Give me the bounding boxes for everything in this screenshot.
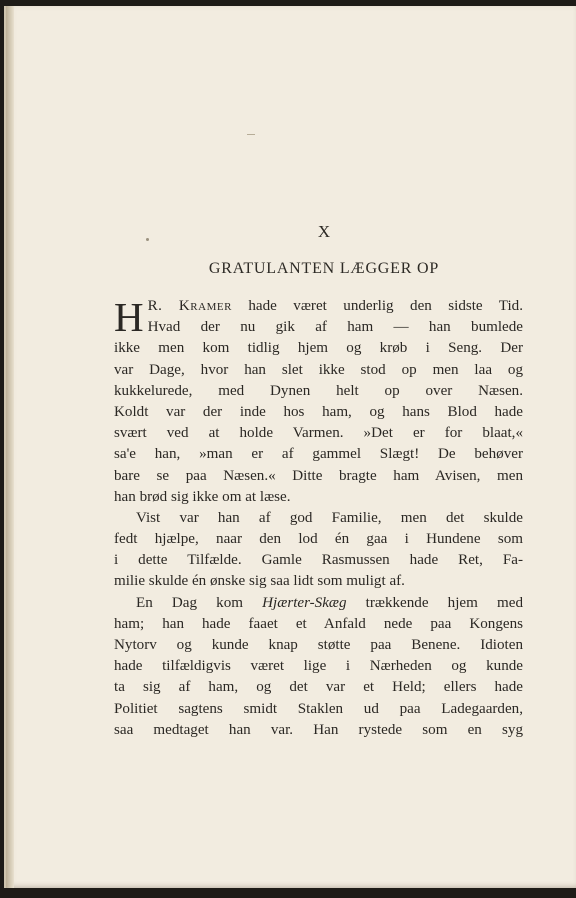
text-line: ta sig af ham, og det var et Held; ellers hade: [114, 679, 523, 696]
text-line: Vist var han af god Familie, men det skulde: [136, 509, 523, 526]
body-text: [114, 296, 523, 741]
text-line: ikke men kom tidlig hjem og krøb i Seng. Der: [114, 340, 523, 357]
text-line: kukkelurede, med Dynen helt op over Næsen.: [114, 382, 523, 399]
paragraph-1: [114, 296, 523, 508]
page-spine-shadow: [6, 6, 14, 888]
text-line: Koldt var der inde hos ham, og hans Blod hade: [114, 403, 523, 420]
text-line: var Dage, hvor han slet ikke stod op men laa og: [114, 361, 523, 378]
text-line: saa medtaget han var. Han rystede som en syg: [114, 721, 523, 738]
chapter-number: X: [317, 222, 331, 241]
paragraph-3: [114, 593, 523, 741]
text-line: Nytorv og kunde knap støtte paa Benene. Idioten: [114, 637, 523, 653]
text-line: Politiet sagtens smidt Staklen ud paa Ladegaarden,: [114, 700, 523, 717]
paragraph-2: [114, 508, 523, 593]
text-line: bare se paa Næsen.« Ditte bragte ham Avisen, men: [114, 467, 523, 484]
first-word-rest: R.: [147, 298, 163, 314]
name-small-caps: Kramer: [178, 298, 232, 314]
book-page: [4, 6, 576, 888]
page-mark: [247, 134, 255, 135]
text-line: milie skulde én ønske sig saa lidt som muligt af.: [114, 573, 405, 590]
text-line: svært ved at holde Varmen. »Det er for blaat,«: [114, 425, 523, 442]
text-line: Hvad der nu gik af ham — han bumlede: [147, 319, 523, 336]
text-line: ham; han hade faaet et Anfald nede paa Kongens: [114, 615, 523, 632]
text-line: i dette Tilfælde. Gamle Rasmussen hade Ret, Fa-: [114, 552, 523, 569]
italic-name: Hjærter-Skæg: [262, 594, 347, 611]
text-line: sa'e han, »man er af gammel Slægt! De behøver: [114, 446, 523, 463]
text-line: fedt hjælpe, naar den lod én gaa i Hundene som: [114, 531, 523, 548]
drop-cap: H: [114, 294, 144, 340]
text-line: han brød sig ikke om at læse.: [114, 488, 291, 505]
chapter-title: GRATULANTEN LÆGGER OP: [208, 260, 440, 277]
text-line: hade tilfældigvis været lige i Nærheden og kunde: [114, 658, 523, 675]
text-line: En Dag kom Hjærter-Skæg trækkende hjem med: [136, 594, 523, 611]
text-line: R. Kramer hade været underlig den sidste Tid.: [147, 298, 523, 314]
